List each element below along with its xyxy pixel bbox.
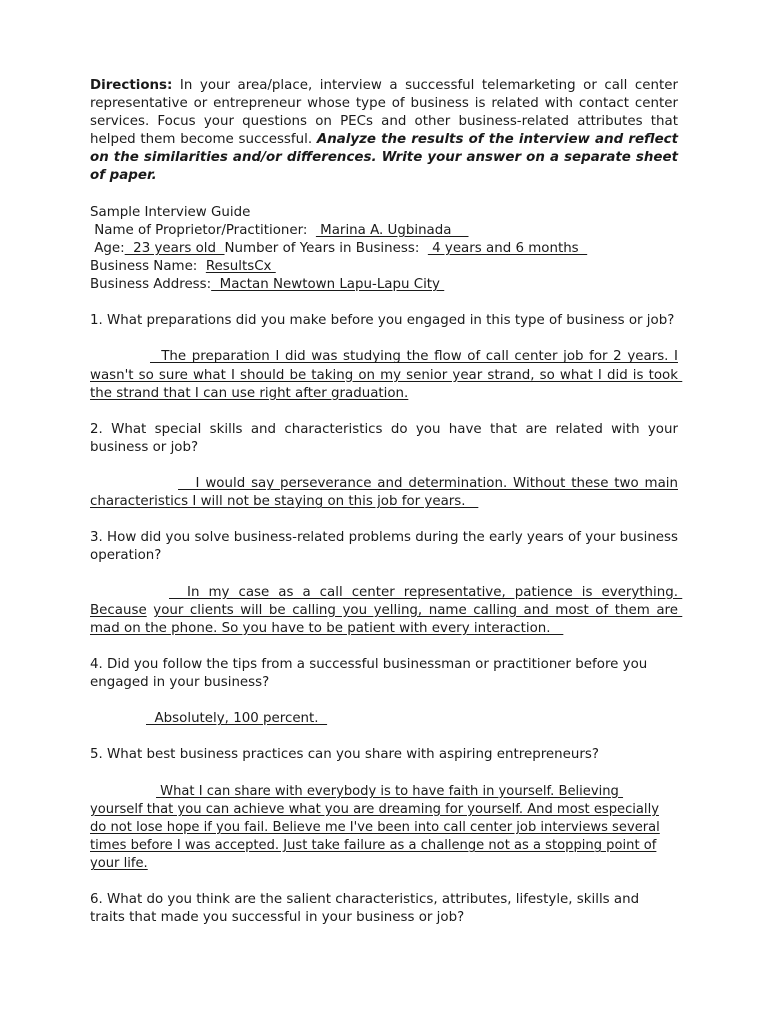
name-label: Name of Proprietor/Practitioner: xyxy=(90,222,316,238)
business-name-line xyxy=(90,258,678,276)
age-value: 23 years old xyxy=(124,240,225,256)
answer-3 xyxy=(90,584,683,638)
answer-1 xyxy=(90,348,683,402)
years-label: Number of Years in Business: xyxy=(224,240,428,256)
answer-4-lead: Absolutely, 100 percent. xyxy=(146,711,328,727)
answer-3-lead: In my case as a call center representative, patience is everything. Because xyxy=(90,584,683,618)
answer-1-rest: wasn't so sure what I should be taking on my senior year strand, so what I did is took the strand that I can use right after graduation. xyxy=(90,367,683,401)
answer-4 xyxy=(90,710,678,728)
directions-emphasis: Analyze the results of the interview and reflect on the similarities and/or differences. Write your answer on a separate sheet of paper. xyxy=(90,132,678,184)
question-6: 6. What do you think are the salient characteristics, attributes, lifestyle, skills and traits that made you successful in your business or job? xyxy=(90,892,640,926)
answer-3-rest: your clients will be calling you yelling, name calling and most of them are mad on the phone. So you have to be patient with every interaction. xyxy=(90,602,683,636)
answer-2-rest: characteristics I will not be staying on this job for years. xyxy=(90,494,479,510)
answer-5-line-1: yourself that you can achieve what you are dreaming for yourself. And most especially xyxy=(90,801,659,817)
answer-5-line-2: do not lose hope if you fail. Believe me I've been into call center job interviews several xyxy=(90,819,660,835)
business-name-label: Business Name: xyxy=(90,258,206,274)
name-value: Marina A. Ugbinada xyxy=(315,222,469,238)
answer-5-line-4: your life. xyxy=(90,856,148,872)
question-1: 1. What preparations did you make before you engaged in this type of business or job? xyxy=(90,313,675,329)
directions-label: Directions: xyxy=(90,78,173,93)
answer-2-lead: I would say perseverance and determination. Without these two main xyxy=(178,476,678,492)
business-address-label: Business Address: xyxy=(90,277,212,293)
document-page xyxy=(90,77,683,927)
age-label: Age: xyxy=(90,240,125,256)
answer-5 xyxy=(90,783,678,873)
directions-text: In your area/place, interview a successful telemarketing or call center representative or entrepreneur whose type of business is related with contact center services. Focus your questions on PECs and other business-related attributes that helped them become successful. xyxy=(90,78,678,148)
guide-title: Sample Interview Guide xyxy=(90,204,251,220)
question-2: 2. What special skills and characteristics do you have that are related with your business or job? xyxy=(90,421,678,455)
answer-1-lead: The preparation I did was studying the flow of call center job for 2 years. I xyxy=(150,349,678,365)
answer-5-lead: What I can share with everybody is to have faith in yourself. Believing xyxy=(156,783,624,799)
business-address-line xyxy=(90,276,678,294)
answer-5-line-3: times before I was accepted. Just take failure as a challenge not as a stopping point of xyxy=(90,837,657,853)
years-value: 4 years and 6 months xyxy=(427,240,588,256)
question-4: 4. Did you follow the tips from a successful businessman or practitioner before you engaged in your business? xyxy=(90,657,648,691)
name-line xyxy=(90,222,678,240)
business-name-value: ResultsCx xyxy=(205,258,276,274)
question-5: 5. What best business practices can you share with aspiring entrepreneurs? xyxy=(90,747,599,763)
age-line xyxy=(90,240,678,258)
answer-2 xyxy=(90,475,678,511)
directions-paragraph xyxy=(90,77,678,186)
question-3: 3. How did you solve business-related problems during the early years of your business operation? xyxy=(90,530,678,564)
business-address-value: Mactan Newtown Lapu-Lapu City xyxy=(211,277,445,293)
